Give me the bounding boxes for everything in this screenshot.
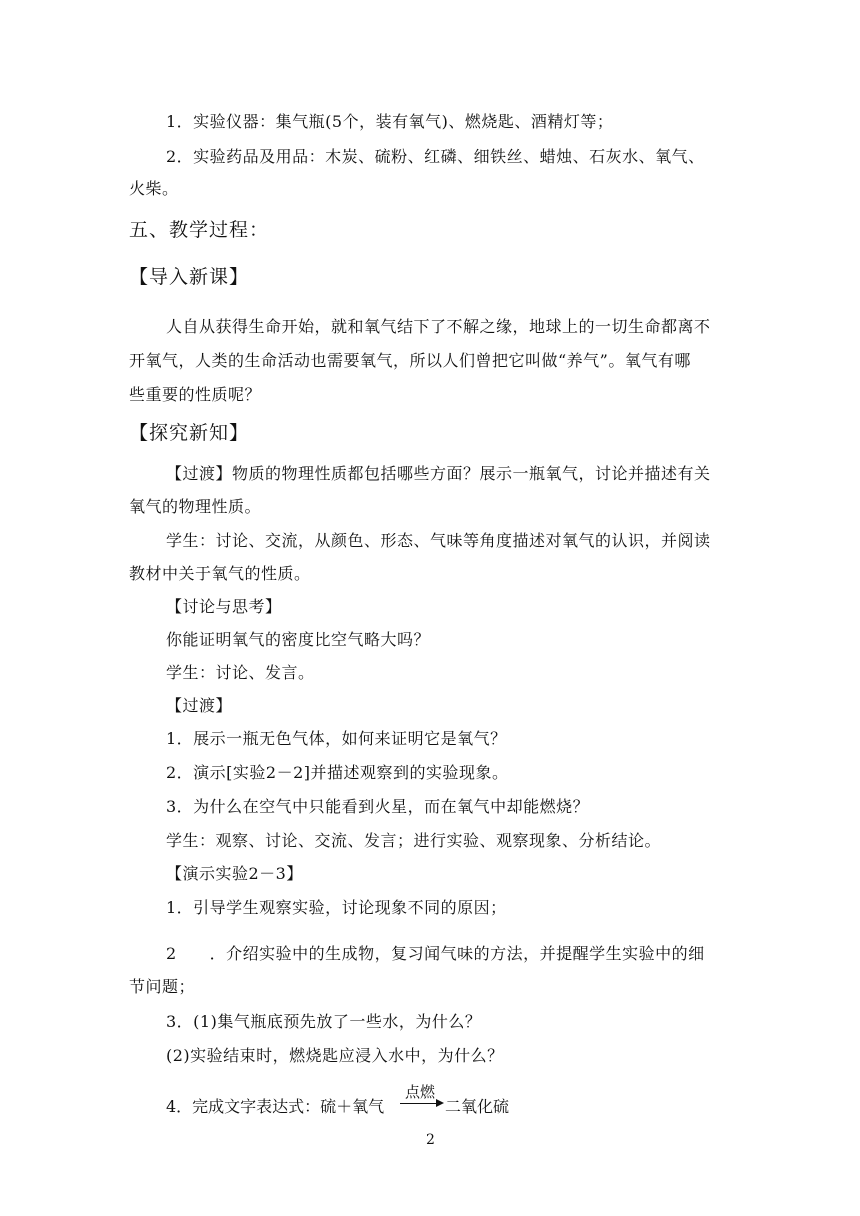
discussion-question: 你能证明氧气的密度比空气略大吗？ — [166, 630, 431, 649]
demo-item-3-part-1: 3．(1)集气瓶底预先放了一些水，为什么？ — [166, 1012, 482, 1031]
page-number: 2 — [426, 1132, 435, 1148]
student-paragraph-line-2: 教材中关于氧气的性质。 — [129, 564, 311, 583]
demo-item-2-line-1: 2 ．介绍实验中的生成物，复习闻气味的方法，并提醒学生实验中的细 — [166, 944, 705, 963]
transition-heading: 【过渡】 — [166, 696, 233, 715]
demo-item-1: 1．引导学生观察实验，讨论现象不同的原因； — [166, 898, 507, 917]
subheading-explore: 【探究新知】 — [129, 422, 250, 444]
transition-item-3: 3．为什么在空气中只能看到火星，而在氧气中却能燃烧？ — [166, 797, 590, 816]
student-activity: 学生：观察、讨论、交流、发言；进行实验、观察现象、分析结论。 — [166, 831, 662, 850]
intro-paragraph-line-3: 些重要的性质呢？ — [129, 385, 262, 404]
transition-paragraph-line-2: 氧气的物理性质。 — [129, 497, 262, 516]
demo-experiment-heading: 【演示实验2－3】 — [166, 864, 303, 883]
discussion-heading: 【讨论与思考】 — [166, 597, 282, 616]
equation-product: 二氧化硫 — [445, 1097, 510, 1116]
intro-paragraph-line-2: 开氧气，人类的生命活动也需要氧气，所以人们曾把它叫做“养气”。氧气有哪 — [129, 351, 691, 370]
reagent-list-continued: 火柴。 — [129, 179, 179, 198]
transition-item-2: 2．演示[实验2－2]并描述观察到的实验现象。 — [166, 763, 509, 782]
reagent-list: 2．实验药品及用品：木炭、硫粉、红磷、细铁丝、蜡烛、石灰水、氧气、 — [166, 147, 705, 166]
subheading-introduction: 【导入新课】 — [129, 266, 250, 288]
transition-item-1: 1．展示一瓶无色气体，如何来证明它是氧气？ — [166, 729, 507, 748]
equation-reactants: 4．完成文字表达式：硫＋氧气 — [166, 1097, 385, 1116]
reaction-condition: 点燃 — [405, 1083, 436, 1101]
transition-paragraph-line-1: 【过渡】物质的物理性质都包括哪些方面？展示一瓶氧气，讨论并描述有关 — [166, 464, 711, 483]
intro-paragraph-line-1: 人自从获得生命开始，就和氧气结下了不解之缘，地球上的一切生命都离不 — [166, 317, 711, 336]
demo-item-2-line-2: 节问题； — [129, 977, 196, 996]
reaction-arrow-line — [400, 1103, 438, 1104]
student-paragraph-line-1: 学生：讨论、交流，从颜色、形态、气味等角度描述对氧气的认识，并阅读 — [166, 531, 711, 550]
demo-item-3-part-2: (2)实验结束时，燃烧匙应浸入水中，为什么？ — [166, 1046, 504, 1065]
reaction-arrow-icon — [436, 1099, 444, 1107]
section-heading-teaching-process: 五、教学过程： — [129, 219, 270, 241]
student-response: 学生：讨论、发言。 — [166, 663, 315, 682]
instrument-list: 1．实验仪器：集气瓶(5个，装有氧气)、燃烧匙、酒精灯等； — [166, 112, 614, 131]
